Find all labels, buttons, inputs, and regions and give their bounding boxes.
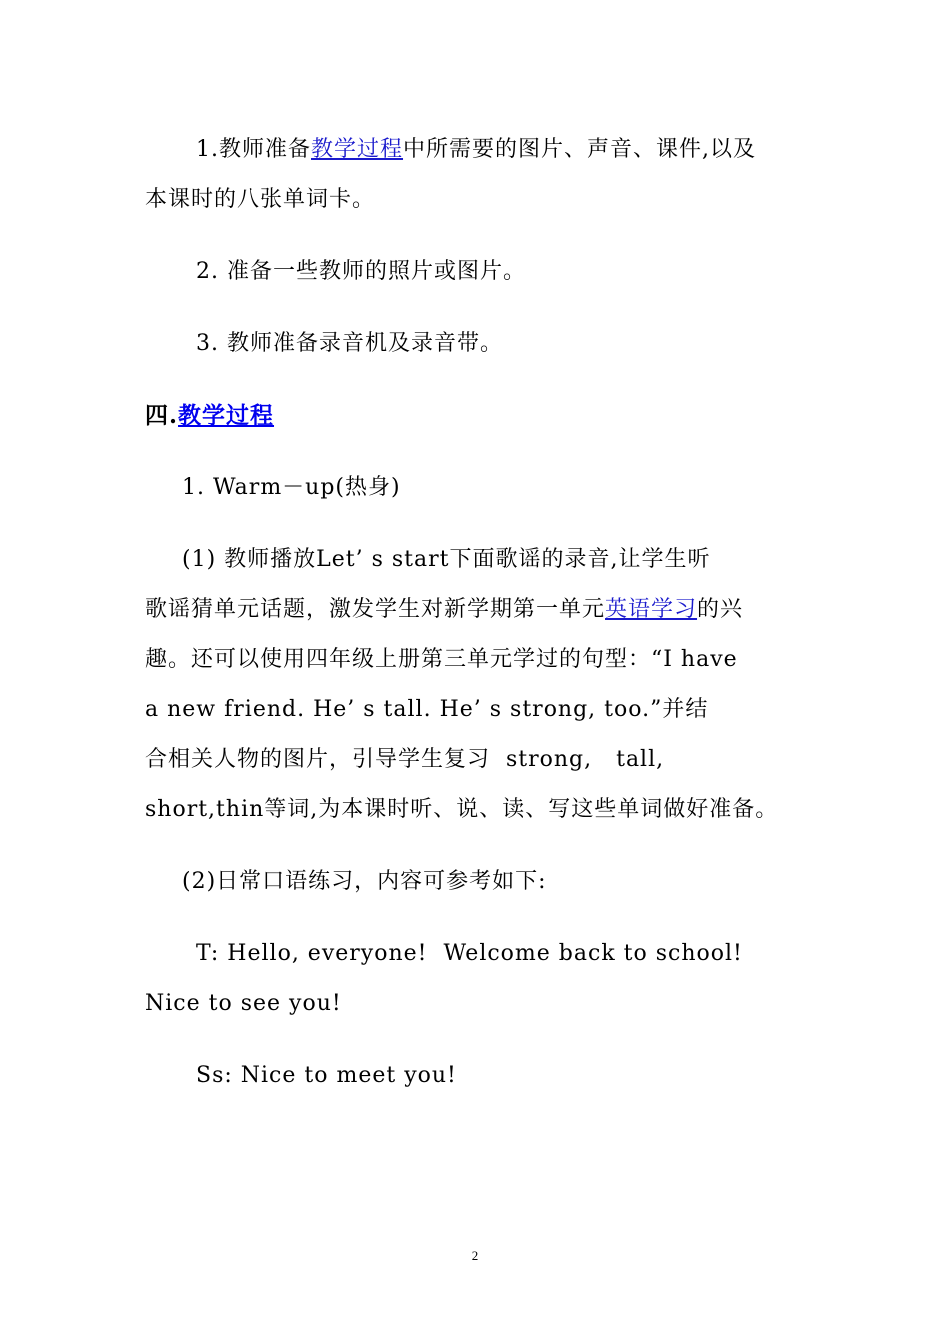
prep-item-1-continuation: 本课时的八张单词卡。 xyxy=(145,187,376,212)
warmup-p1-line4: a new friend. He’ s tall. He’ s strong, too.”并结 xyxy=(145,697,709,722)
dialog-teacher-line1: T: Hello, everyone! Welcome back to school! xyxy=(196,941,743,966)
warmup-heading: 1. Warm－up(热身) xyxy=(182,475,401,500)
warmup-p1-line3: 趣。还可以使用四年级上册第三单元学过的句型：“I have xyxy=(145,647,738,672)
prep-item-2: 2. 准备一些教师的照片或图片。 xyxy=(196,259,526,284)
section-title-link[interactable]: 教学过程 xyxy=(178,402,275,429)
dialog-students: Ss: Nice to meet you! xyxy=(196,1063,457,1088)
warmup-p1-line2 xyxy=(145,596,743,624)
prep-item-1 xyxy=(196,136,756,164)
warmup-p1-line2-prefix: 歌谣猜单元话题，激发学生对新学期第一单元 xyxy=(145,597,606,622)
warmup-p1-line1: (1) 教师播放Let’ s start下面歌谣的录音,让学生听 xyxy=(182,547,711,572)
warmup-p1-line6: short,thin等词,为本课时听、说、读、写这些单词做好准备。 xyxy=(145,797,779,822)
english-learning-link[interactable]: 英语学习 xyxy=(605,597,698,622)
section-heading xyxy=(145,402,274,430)
warmup-p1-line5: 合相关人物的图片，引导学生复习 strong, tall, xyxy=(145,747,665,772)
prep-item-3: 3. 教师准备录音机及录音带。 xyxy=(196,331,503,356)
warmup-p2: (2)日常口语练习，内容可参考如下: xyxy=(182,869,547,894)
prep-item-1-prefix: 1.教师准备 xyxy=(196,137,311,162)
prep-item-1-suffix: 中所需要的图片、声音、课件,以及 xyxy=(403,137,757,162)
warmup-p1-line2-suffix: 的兴 xyxy=(697,597,744,622)
section-number: 四. xyxy=(145,402,179,429)
page-number: 2 xyxy=(471,1248,479,1263)
teaching-process-link[interactable]: 教学过程 xyxy=(311,137,404,162)
dialog-teacher-line2: Nice to see you! xyxy=(145,991,342,1016)
